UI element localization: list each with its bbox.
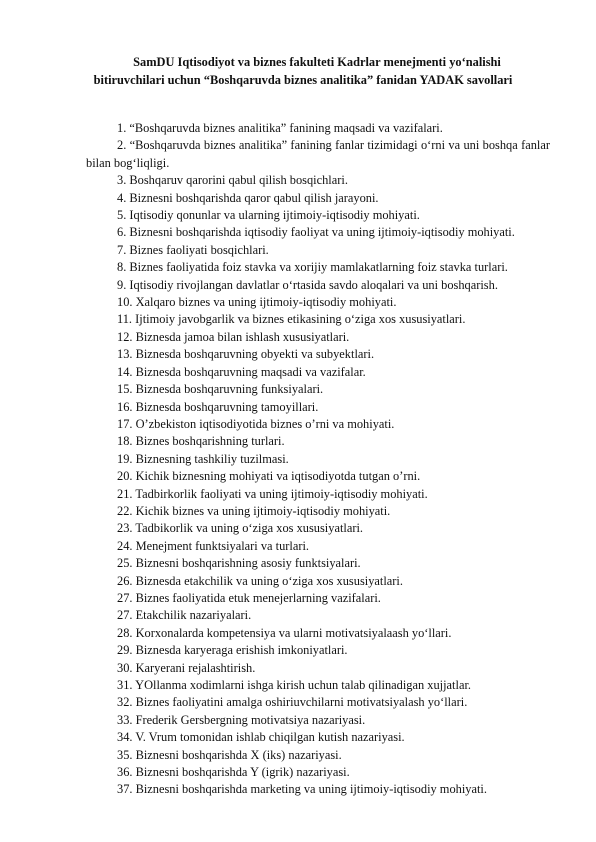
question-item: 34. V. Vrum tomonidan ishlab chiqilgan kutish nazariyasi.: [117, 730, 405, 745]
question-item: 33. Frederik Gersbergning motivatsiya nazariyasi.: [117, 712, 366, 727]
question-item: 36. Biznesni boshqarishda Y (igrik) nazariyasi.: [117, 765, 350, 780]
document-title: SamDU Iqtisodiyot va biznes fakulteti Kadrlar menejmenti yo‘nalishi bitiruvchilari uchun “Boshqaruvda biznes analitika” fanidan YADAK savollari: [93, 55, 513, 87]
question-item: 26. Biznesda etakchilik va uning o‘ziga xos xususiyatlari.: [117, 573, 403, 588]
question-item: 22. Kichik biznes va uning ijtimoiy-iqtisodiy mohiyati.: [117, 503, 391, 518]
question-item: 16. Biznesda boshqaruvning tamoyillari.: [117, 399, 319, 414]
question-item: 27. Biznes faoliyatida etuk menejerlarning vazifalari.: [117, 590, 381, 605]
question-list: [86, 120, 550, 799]
question-item: 10. Xalqaro biznes va uning ijtimoiy-iqtisodiy mohiyati.: [117, 295, 397, 310]
question-item: 19. Biznesning tashkiliy tuzilmasi.: [117, 451, 289, 466]
question-item: 3. Boshqaruv qarorini qabul qilish bosqichlari.: [117, 173, 348, 188]
question-item: 32. Biznes faoliyatini amalga oshiriuvchilarni motivatsiyalash yo‘llari.: [117, 695, 468, 710]
question-item: 6. Biznesni boshqarishda iqtisodiy faoliyat va uning ijtimoiy-iqtisodiy mohiyati.: [117, 225, 515, 240]
question-item: 4. Biznesni boshqarishda qaror qabul qilish jarayoni.: [117, 190, 379, 205]
question-item: 24. Menejment funktsiyalari va turlari.: [117, 538, 310, 553]
question-item: 9. Iqtisodiy rivojlangan davlatlar o‘rtasida savdo aloqalari va uni boshqarish.: [117, 277, 498, 292]
question-item: 30. Karyerani rejalashtirish.: [117, 660, 256, 675]
question-item: 1. “Boshqaruvda biznes analitika” fanining maqsadi va vazifalari.: [117, 121, 443, 135]
question-item: 21. Tadbirkorlik faoliyati va uning ijtimoiy-iqtisodiy mohiyati.: [117, 486, 428, 501]
question-item: 37. Biznesni boshqarishda marketing va uning ijtimoiy-iqtisodiy mohiyati.: [117, 782, 487, 797]
question-item: 17. O’zbekiston iqtisodiyotida biznes o’rni va mohiyati.: [117, 416, 395, 431]
question-item: 29. Biznesda karyeraga erishish imkoniyatlari.: [117, 643, 348, 658]
question-item: 18. Biznes boshqarishning turlari.: [117, 434, 285, 449]
question-item: 31. YOllanma xodimlarni ishga kirish uchun talab qilinadigan xujjatlar.: [117, 678, 471, 692]
question-item: 14. Biznesda boshqaruvning maqsadi va vazifalar.: [117, 364, 366, 379]
question-item: 2. “Boshqaruvda biznes analitika” fanining fanlar tizimidagi o‘rni va uni boshqa fanlar bilan bog‘liqligi.: [86, 138, 550, 170]
question-item: 13. Biznesda boshqaruvning obyekti va subyektlari.: [117, 347, 375, 362]
question-item: 12. Biznesda jamoa bilan ishlash xususiyatlari.: [117, 329, 350, 344]
question-item: 28. Korxonalarda kompetensiya va ularni motivatsiyalaash yo‘llari.: [117, 625, 452, 640]
question-item: 27. Etakchilik nazariyalari.: [117, 608, 252, 623]
question-item: 20. Kichik biznesning mohiyati va iqtisodiyotda tutgan o’rni.: [117, 469, 421, 484]
question-item: 35. Biznesni boshqarishda X (iks) nazariyasi.: [117, 747, 342, 762]
question-item: 15. Biznesda boshqaruvning funksiyalari.: [117, 382, 324, 397]
question-item: 23. Tadbikorlik va uning o‘ziga xos xususiyatlari.: [117, 521, 363, 536]
question-item: 7. Biznes faoliyati bosqichlari.: [117, 242, 269, 257]
question-item: 5. Iqtisodiy qonunlar va ularning ijtimoiy-iqtisodiy mohiyati.: [117, 208, 420, 223]
question-item: 25. Biznesni boshqarishning asosiy funktsiyalari.: [117, 556, 361, 571]
question-item: 8. Biznes faoliyatida foiz stavka va xorijiy mamlakatlarning foiz stavka turlari.: [117, 260, 508, 275]
question-item: 11. Ijtimoiy javobgarlik va biznes etikasining o‘ziga xos xususiyatlari.: [117, 312, 466, 327]
